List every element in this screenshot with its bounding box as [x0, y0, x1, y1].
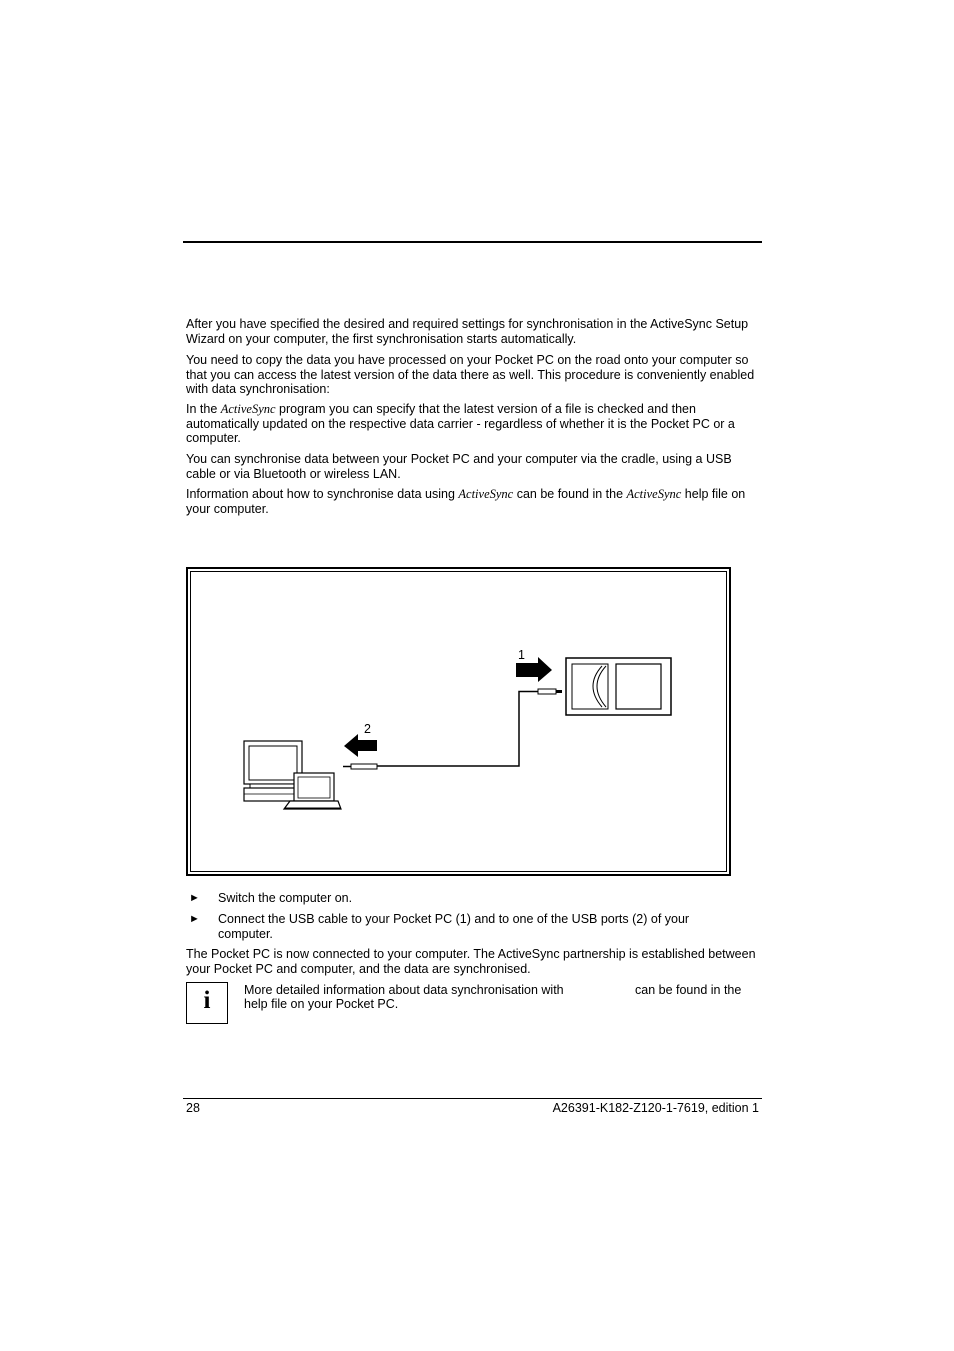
label-1: 1: [518, 648, 525, 662]
note-text-part-c: help file on your Pocket PC.: [244, 997, 399, 1011]
connection-figure: [186, 567, 731, 876]
page-number: 28: [186, 1101, 200, 1115]
note-text-part-a: More detailed information about data synchronisation with: [244, 983, 564, 997]
usb-plug-pocket-pc: [534, 689, 562, 694]
intro-paragraph-4: You can synchronise data between your Pocket PC and your computer via the cradle, using a USB cable or via Bluetooth or wireless LAN.: [186, 452, 732, 481]
usb-connection-diagram: [188, 569, 733, 878]
bullet-arrow-icon: ►: [189, 892, 200, 904]
footer-rule: [183, 1098, 762, 1099]
pocket-pc-device: [566, 658, 671, 715]
intro-paragraph-1: After you have specified the desired and required settings for synchronisation in the ActiveSync Setup Wizard on your computer, the first synchronisation starts automatically.: [186, 317, 749, 346]
intro-paragraph-3: In the ActiveSync program you can specify that the latest version of a file is checked and then automatically updated on the respective data carrier - regardless of whether it is the Pocket PC or a computer.: [186, 402, 735, 445]
app-name: ActiveSync: [626, 487, 682, 501]
usb-plug-computer: [343, 764, 377, 769]
note-text-part-b: can be found in the: [635, 983, 742, 997]
label-2: 2: [364, 722, 371, 736]
arrow-2-icon: [344, 734, 377, 757]
header-rule: [183, 241, 762, 243]
bullet-arrow-icon: ►: [189, 913, 200, 925]
document-id: A26391-K182-Z120-1-7619, edition 1: [552, 1101, 759, 1115]
intro-paragraph-5: Information about how to synchronise data using ActiveSync can be found in the ActiveSync help file on your computer.: [186, 487, 746, 516]
app-name: ActiveSync: [458, 487, 514, 501]
app-name: ActiveSync: [220, 402, 276, 416]
intro-paragraph-2: You need to copy the data you have processed on your Pocket PC on the road onto your computer so that you can access the latest version of the data there as well. This procedure is conveniently enabled with data synchronisation:: [186, 353, 755, 396]
step-text: Switch the computer on.: [218, 891, 353, 905]
info-icon: i: [186, 982, 228, 1024]
step-text: Connect the USB cable to your Pocket PC (1) and to one of the USB ports (2) of your computer.: [218, 912, 690, 941]
usb-cable: [377, 692, 534, 767]
result-paragraph: The Pocket PC is now connected to your computer. The ActiveSync partnership is established between your Pocket PC and computer, and the data are synchronised.: [186, 947, 756, 976]
